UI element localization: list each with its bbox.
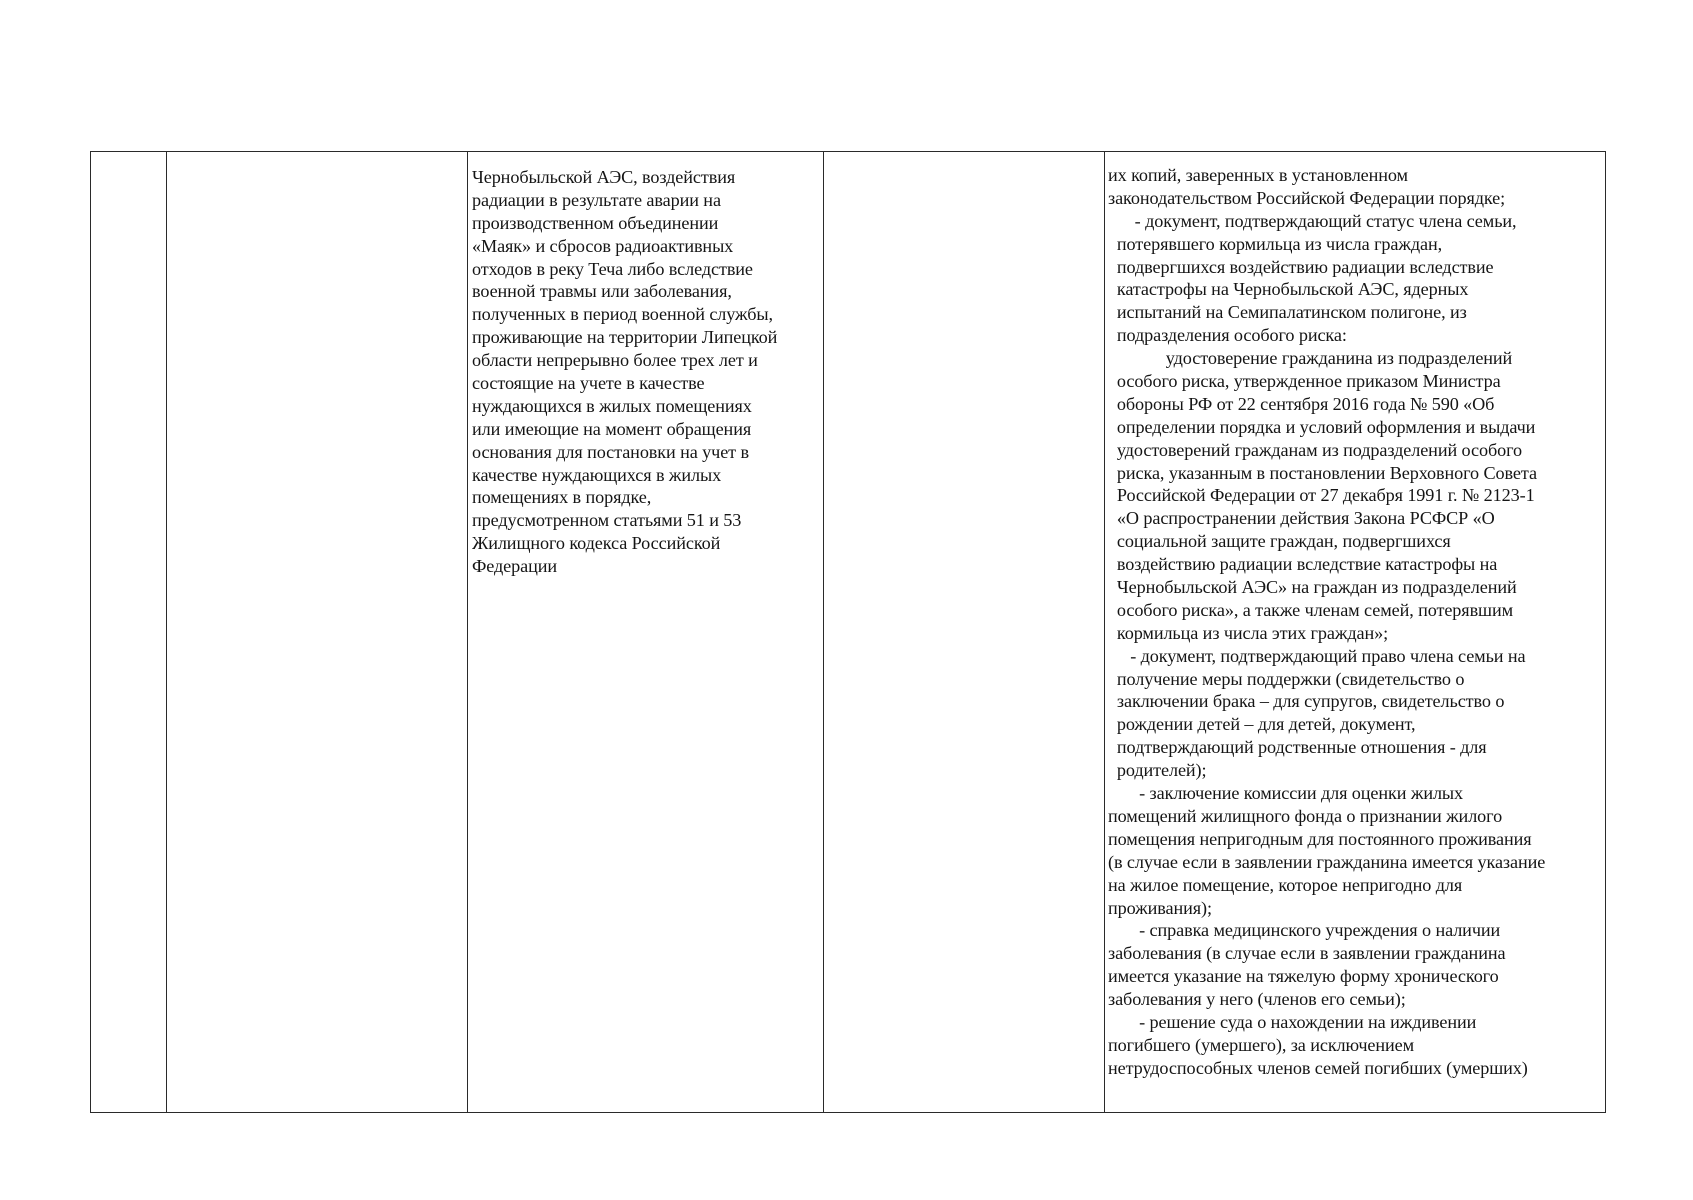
- text-line: военной травмы или заболевания,: [472, 281, 732, 302]
- text-line: - документ, подтверждающий статус члена семьи,: [1108, 210, 1517, 231]
- column-divider-1: [166, 152, 167, 1112]
- text-line: помещения непригодным для постоянного проживания: [1108, 828, 1532, 849]
- text-line: производственном объединении: [472, 212, 719, 233]
- text-line: «Маяк» и сбросов радиоактивных: [472, 235, 734, 256]
- text-line: проживания);: [1108, 897, 1212, 918]
- text-line: потерявшего кормильца из числа граждан,: [1108, 233, 1443, 254]
- text-line: (в случае если в заявлении гражданина имеется указание: [1108, 851, 1546, 872]
- text-line: Федерации: [472, 556, 557, 577]
- text-line: радиации в результате аварии на: [472, 189, 721, 210]
- text-line: полученных в период военной службы,: [472, 304, 773, 325]
- text-line: Чернобыльской АЭС, воздействия: [472, 167, 736, 187]
- text-line: на жилое помещение, которое непригодно для: [1108, 874, 1463, 895]
- text-line: нуждающихся в жилых помещениях: [472, 395, 752, 416]
- text-line: их копий, заверенных в установленном: [1108, 165, 1408, 185]
- text-line: основания для постановки на учет в: [472, 441, 749, 462]
- text-line: катастрофы на Чернобыльской АЭС, ядерных: [1108, 279, 1469, 300]
- text-line: законодательством Российской Федерации порядке;: [1108, 187, 1506, 208]
- text-line: рождении детей – для детей, документ,: [1108, 714, 1416, 735]
- text-line: погибшего (умершего), за исключением: [1108, 1034, 1414, 1055]
- text-line: проживающие на территории Липецкой: [472, 327, 778, 348]
- text-line: «О распространении действия Закона РСФСР «О: [1108, 508, 1495, 529]
- text-line: нетрудоспособных членов семей погибших (умерших): [1108, 1057, 1528, 1078]
- text-line: Чернобыльской АЭС» на граждан из подразделений: [1108, 577, 1517, 598]
- text-line: особого риска, утвержденное приказом Министра: [1108, 371, 1501, 392]
- text-line: заключении брака – для супругов, свидетельство о: [1108, 691, 1505, 712]
- document-table: [90, 151, 1606, 1113]
- text-line: подразделения особого риска:: [1108, 325, 1347, 346]
- text-line: определении порядка и условий оформления и выдачи: [1108, 416, 1536, 437]
- column-divider-3: [823, 152, 824, 1112]
- text-line: качестве нуждающихся в жилых: [472, 464, 722, 485]
- column-divider-2: [467, 152, 468, 1112]
- text-line: риска, указанным в постановлении Верховного Совета: [1108, 462, 1537, 483]
- text-line: Жилищного кодекса Российской: [472, 533, 721, 554]
- text-line: имеется указание на тяжелую форму хронического: [1108, 966, 1499, 987]
- text-line: отходов в реку Теча либо вследствие: [472, 258, 753, 279]
- text-line: обороны РФ от 22 сентября 2016 года № 590 «Об: [1108, 393, 1495, 414]
- text-line: подтверждающий родственные отношения - для: [1108, 737, 1487, 758]
- text-line: испытаний на Семипалатинском полигоне, из: [1108, 302, 1467, 323]
- text-line: заболевания у него (членов его семьи);: [1108, 989, 1406, 1010]
- text-line: получение меры поддержки (свидетельство о: [1108, 668, 1465, 689]
- text-line: удостоверений гражданам из подразделений особого: [1108, 439, 1522, 460]
- text-line: родителей);: [1108, 760, 1207, 781]
- text-line: состоящие на учете в качестве: [472, 373, 705, 394]
- text-line: особого риска», а также членам семей, потерявшим: [1108, 599, 1514, 620]
- text-line: подвергшихся воздействию радиации вследствие: [1108, 256, 1494, 277]
- text-line: Российской Федерации от 27 декабря 1991 г. № 2123-1: [1108, 485, 1535, 506]
- recipient-category-cell: [472, 166, 777, 578]
- text-line: помещений жилищного фонда о признании жилого: [1108, 805, 1503, 826]
- text-line: удостоверение гражданина из подразделений: [1108, 348, 1513, 369]
- text-line: помещениях в порядке,: [472, 487, 652, 508]
- text-line: заболевания (в случае если в заявлении гражданина: [1108, 943, 1506, 964]
- text-line: предусмотренном статьями 51 и 53: [472, 510, 742, 531]
- required-documents-cell: [1108, 164, 1545, 1080]
- text-line: области непрерывно более трех лет и: [472, 350, 758, 371]
- text-line: - документ, подтверждающий право члена семьи на: [1108, 645, 1526, 666]
- text-line: кормильца из числа этих граждан»;: [1108, 622, 1389, 643]
- text-line: или имеющие на момент обращения: [472, 418, 752, 439]
- text-line: социальной защите граждан, подвергшихся: [1108, 531, 1451, 552]
- column-divider-4: [1104, 152, 1105, 1112]
- text-line: воздействию радиации вследствие катастрофы на: [1108, 554, 1498, 575]
- text-line: - решение суда о нахождении на иждивении: [1108, 1011, 1477, 1032]
- text-line: - заключение комиссии для оценки жилых: [1108, 783, 1464, 804]
- text-line: - справка медицинского учреждения о наличии: [1108, 920, 1501, 941]
